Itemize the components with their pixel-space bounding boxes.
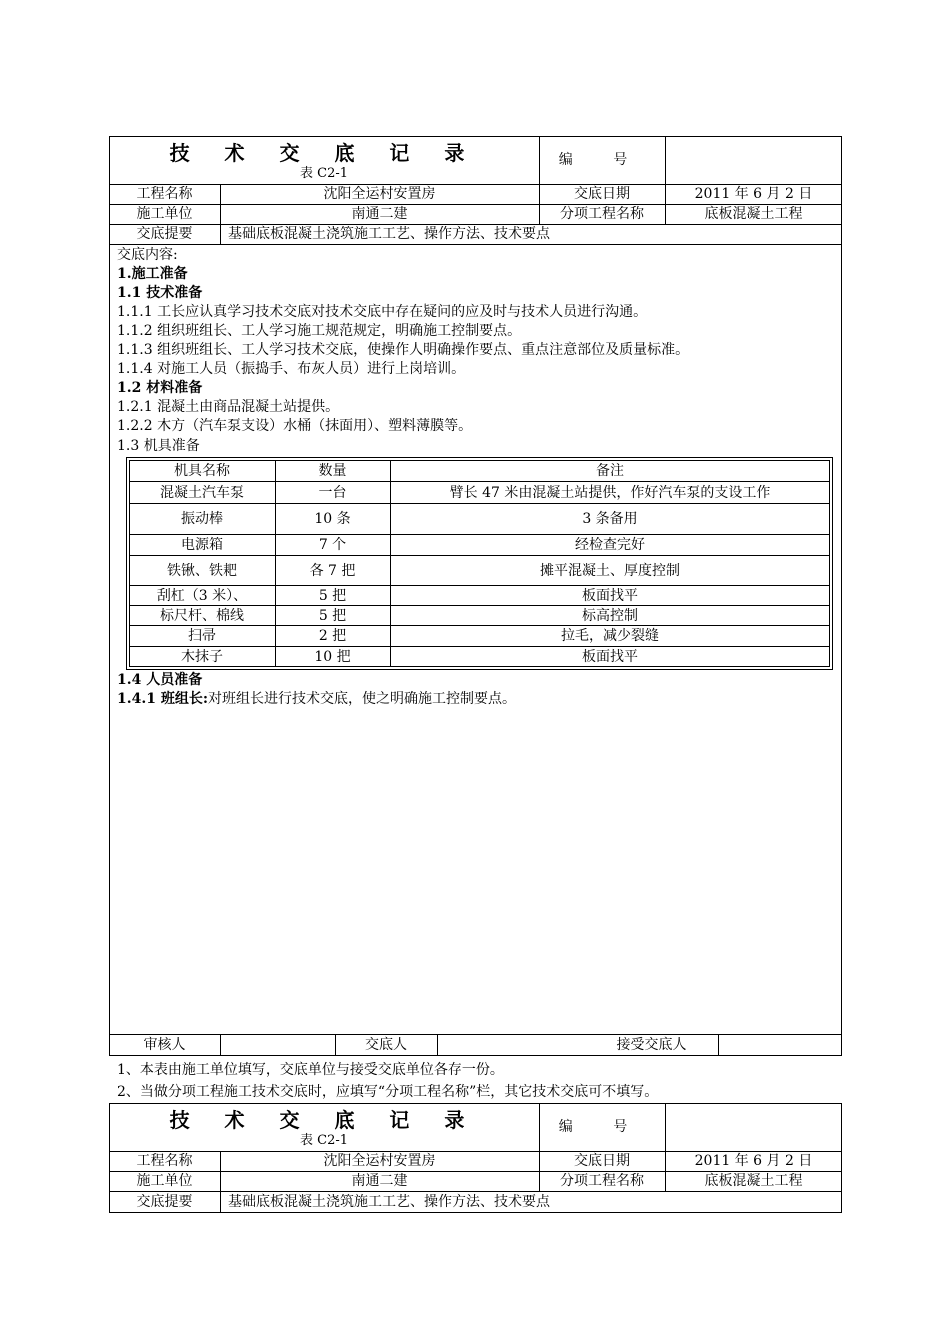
table-cell: 一台 bbox=[318, 484, 347, 501]
table-number: 表 C2-1 bbox=[299, 166, 348, 181]
subproject-label: 分项工程名称 bbox=[560, 206, 644, 222]
summary-label: 交底提要 bbox=[136, 226, 193, 242]
date-value: 2011 年 6 月 2 日 bbox=[694, 1153, 813, 1169]
unit-label: 施工单位 bbox=[136, 1173, 193, 1189]
table-cell: 铁锹、铁耙 bbox=[167, 562, 237, 579]
summary-label: 交底提要 bbox=[136, 1194, 193, 1210]
unit-value: 南通二建 bbox=[351, 206, 408, 222]
column-header: 备注 bbox=[596, 463, 624, 479]
table-cell: 各 7 把 bbox=[309, 562, 356, 579]
section-heading: 1.2 材料准备 bbox=[117, 380, 203, 396]
table-cell: 3 条备用 bbox=[582, 511, 638, 527]
project-name: 沈阳全运村安置房 bbox=[323, 186, 436, 202]
table-cell: 标高控制 bbox=[582, 607, 638, 624]
project-name-label: 工程名称 bbox=[136, 1153, 193, 1169]
table-cell: 10 把 bbox=[314, 649, 351, 665]
summary-value: 基础底板混凝土浇筑施工工艺、操作方法、技术要点 bbox=[228, 1194, 550, 1210]
number-label: 编 号 bbox=[558, 1119, 646, 1135]
section-heading: 1.1 技术准备 bbox=[117, 285, 203, 301]
note-1: 1、本表由施工单位填写，交底单位与接受交底单位各存一份。 bbox=[117, 1062, 504, 1078]
summary-value: 基础底板混凝土浇筑施工工艺、操作方法、技术要点 bbox=[228, 226, 550, 242]
content-line: 1.2.2 木方（汽车泵支设）水桶（抹面用）、塑料薄膜等。 bbox=[117, 418, 473, 434]
date-label: 交底日期 bbox=[574, 1153, 630, 1169]
divider bbox=[437, 1034, 438, 1056]
content-line: 1.1.3 组织班组长、工人学习技术交底，使操作人明确操作要点、重点注意部位及质量标准。 bbox=[117, 342, 690, 358]
receiver-label: 接受交底人 bbox=[616, 1037, 687, 1053]
table-cell: 5 把 bbox=[318, 587, 347, 604]
table-cell: 2 把 bbox=[318, 628, 347, 644]
project-name: 沈阳全运村安置房 bbox=[323, 1153, 436, 1169]
subproject-value: 底板混凝土工程 bbox=[704, 206, 803, 222]
unit-label: 施工单位 bbox=[136, 206, 193, 222]
column-header: 数量 bbox=[318, 463, 347, 479]
discloser-label: 交底人 bbox=[365, 1037, 407, 1053]
section-heading: 1.施工准备 bbox=[117, 266, 188, 282]
content-line: 1.2.1 混凝土由商品混凝土站提供。 bbox=[117, 399, 340, 415]
table-cell: 振动棒 bbox=[181, 511, 223, 527]
date-value: 2011 年 6 月 2 日 bbox=[694, 186, 813, 202]
subproject-label: 分项工程名称 bbox=[560, 1173, 644, 1189]
table-cell: 5 把 bbox=[318, 607, 347, 624]
unit-value: 南通二建 bbox=[351, 1173, 408, 1189]
divider bbox=[220, 1034, 221, 1056]
content-line bbox=[117, 690, 516, 709]
content-line: 1.1.1 工长应认真学习技术交底对技术交底中存在疑问的应及时与技术人员进行沟通。 bbox=[117, 304, 648, 320]
content-line: 1.1.4 对施工人员（振捣手、布灰人员）进行上岗培训。 bbox=[117, 361, 466, 377]
table-cell: 10 条 bbox=[314, 511, 351, 527]
table-cell: 混凝土汽车泵 bbox=[160, 484, 244, 501]
form-title: 技 术 交 底 记 录 bbox=[169, 1108, 479, 1132]
table-cell: 经检查完好 bbox=[575, 537, 645, 553]
project-name-label: 工程名称 bbox=[136, 186, 193, 202]
section-heading: 1.4 人员准备 bbox=[117, 672, 203, 688]
table-cell: 臂长 47 米由混凝土站提供，作好汽车泵的支设工作 bbox=[449, 484, 771, 501]
table-cell: 电源箱 bbox=[181, 537, 223, 553]
table-cell: 刮杠（3 米）、 bbox=[156, 587, 248, 604]
table-cell: 板面找平 bbox=[582, 649, 638, 665]
number-label: 编 号 bbox=[558, 152, 646, 168]
table-number: 表 C2-1 bbox=[299, 1133, 348, 1148]
subproject-value: 底板混凝土工程 bbox=[704, 1173, 803, 1189]
content-heading: 交底内容: bbox=[117, 247, 178, 263]
reviewer-label: 审核人 bbox=[143, 1037, 186, 1053]
table-cell: 扫帚 bbox=[188, 628, 216, 644]
table-cell: 拉毛，减少裂缝 bbox=[561, 628, 659, 644]
number-value bbox=[665, 136, 842, 184]
role-label: 1.4.1 班组长: bbox=[117, 691, 209, 707]
table-cell: 7 个 bbox=[318, 537, 347, 553]
content-line: 1.1.2 组织班组长、工人学习施工规范规定，明确施工控制要点。 bbox=[117, 323, 522, 339]
divider bbox=[718, 1034, 719, 1056]
divider bbox=[109, 244, 842, 245]
table-cell: 木抹子 bbox=[181, 649, 223, 665]
table-cell: 摊平混凝土、厚度控制 bbox=[540, 562, 680, 579]
form-title: 技 术 交 底 记 录 bbox=[169, 141, 479, 165]
note-2: 2、当做分项工程施工技术交底时，应填写“分项工程名称”栏，其它技术交底可不填写。 bbox=[117, 1084, 659, 1100]
column-header: 机具名称 bbox=[174, 463, 230, 479]
table-cell: 板面找平 bbox=[582, 587, 638, 604]
date-label: 交底日期 bbox=[574, 186, 630, 202]
role-text: 对班组长进行技术交底，使之明确施工控制要点。 bbox=[208, 691, 517, 707]
section-heading: 1.3 机具准备 bbox=[117, 438, 200, 454]
table-cell: 标尺杆、棉线 bbox=[160, 607, 244, 624]
